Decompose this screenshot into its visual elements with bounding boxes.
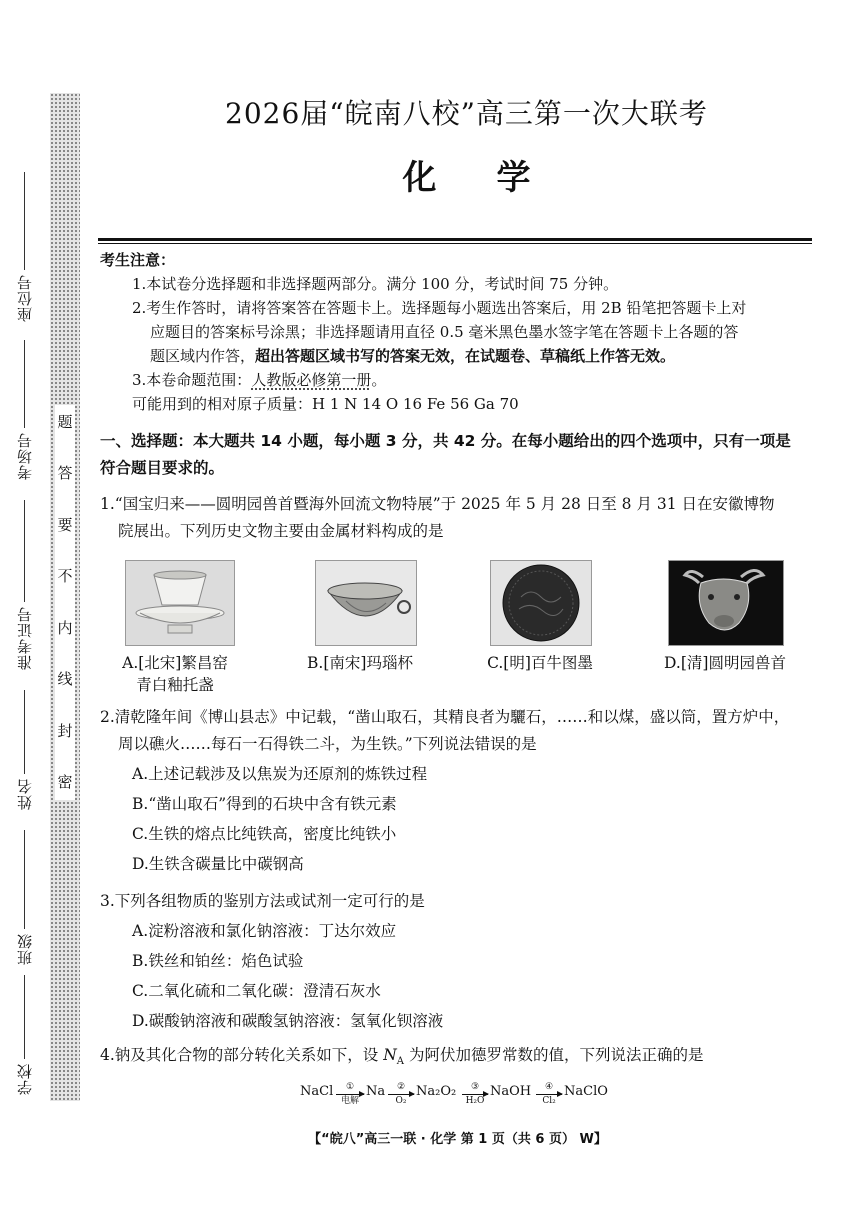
school-label: 学校 xyxy=(15,1063,34,1095)
question-4-stem xyxy=(100,1042,815,1075)
option-d-line1: D.[清]圆明园兽首 xyxy=(664,654,786,672)
option-d-caption xyxy=(645,652,805,674)
notice-char: 不 xyxy=(57,567,73,586)
notes-text: 3.本卷命题范围： xyxy=(132,371,252,389)
arrow-3-bar xyxy=(462,1094,488,1095)
question-3-option-b[interactable]: B.铁丝和铂丝：焰色试验 xyxy=(132,952,304,970)
notes-item-2: 2.考生作答时，请将答案答在答题卡上。选择题每小题选出答案后，用 2B 铅笔把答题卡上对 xyxy=(132,299,747,317)
option-a-line1: A.[北宋]繁昌窑 xyxy=(122,654,228,672)
school-line xyxy=(24,975,25,1059)
arrow-2 xyxy=(388,1082,414,1107)
species-na: Na xyxy=(366,1084,386,1099)
arrow-1 xyxy=(336,1082,364,1107)
notes-text: 。 xyxy=(371,371,387,389)
notice-char: 线 xyxy=(57,670,73,689)
school-field[interactable] xyxy=(13,975,35,1095)
option-c-line1: C.[明]百牛图墨 xyxy=(487,654,593,672)
option-b-line1: B.[南宋]玛瑙杯 xyxy=(307,654,413,672)
question-3-option-c[interactable]: C.二氧化硫和二氧化碳：澄清石灰水 xyxy=(132,982,381,1000)
question-1 xyxy=(100,491,815,545)
seat-number-label: 座位号 xyxy=(15,274,34,322)
notes-text: 题区域内作答， xyxy=(150,347,256,365)
arrow-1-label: ① xyxy=(345,1082,355,1092)
header-rule-thick xyxy=(98,238,812,241)
question-4-text: 4.钠及其化合物的部分转化关系如下，设 xyxy=(100,1046,384,1064)
question-2-option-b[interactable]: B.“凿山取石”得到的石块中含有铁元素 xyxy=(132,795,397,813)
celadon-cup-image xyxy=(125,560,235,646)
species-naclo: NaClO xyxy=(564,1084,608,1099)
option-b[interactable] xyxy=(295,560,435,674)
option-b-caption xyxy=(285,652,435,674)
sodium-conversion-chain xyxy=(300,1080,620,1114)
celadon-cup-icon xyxy=(126,561,234,645)
binding-notice xyxy=(55,405,75,800)
name-line xyxy=(24,690,25,774)
admission-number-line xyxy=(24,500,25,602)
notice-char: 题 xyxy=(57,413,73,431)
class-label: 班级 xyxy=(15,933,34,965)
species-nacl: NaCl xyxy=(300,1084,334,1099)
arrow-4 xyxy=(536,1082,562,1107)
question-2-option-c[interactable]: C.生铁的熔点比纯铁高，密度比纯铁小 xyxy=(132,825,397,843)
atomic-mass-line: 可能用到的相对原子质量：H 1 N 14 O 16 Fe 56 Ga 70 xyxy=(132,395,519,413)
arrow-4-label: ④ xyxy=(544,1082,554,1092)
bronze-ox-head-icon xyxy=(669,561,783,645)
notes-item-2-cont2 xyxy=(100,344,815,368)
notes-emphasis: 超出答题区域书写的答案无效，在试题卷、草稿纸上作答无效。 xyxy=(255,347,676,365)
option-a-line2: 青白釉托盏 xyxy=(136,676,214,694)
notes-item-2-cont: 应题目的答案标号涂黑；非选择题请用直径 0.5 毫米黑色墨水签字笔在答题卡上各题的答 xyxy=(150,323,739,341)
option-a-caption xyxy=(105,652,245,696)
notice-char: 密 xyxy=(57,772,73,791)
class-field[interactable] xyxy=(13,830,35,965)
question-3-option-d[interactable]: D.碳酸钠溶液和碳酸氢钠溶液：氢氧化钡溶液 xyxy=(132,1012,444,1030)
question-2 xyxy=(100,704,815,878)
arrow-3 xyxy=(462,1082,488,1107)
exam-room-line xyxy=(24,340,25,428)
notice-char: 封 xyxy=(57,721,73,740)
notes-item-3 xyxy=(100,368,815,392)
question-2-option-a[interactable]: A.上述记载涉及以焦炭为还原剂的炼铁过程 xyxy=(132,765,428,783)
option-c-caption xyxy=(470,652,610,674)
exam-room-field[interactable] xyxy=(13,340,35,480)
agate-cup-image xyxy=(315,560,417,646)
arrow-3-label: ③ xyxy=(470,1082,480,1092)
avogadro-subscript: A xyxy=(396,1056,405,1068)
admission-number-label: 准考证号 xyxy=(15,606,34,670)
arrow-1-bar xyxy=(336,1094,364,1095)
notice-char: 要 xyxy=(57,515,73,534)
exam-room-label: 考场号 xyxy=(15,432,34,480)
question-4 xyxy=(100,1042,815,1075)
question-4-text: 为阿伏加德罗常数的值，下列说法正确的是 xyxy=(404,1046,704,1064)
seat-number-field[interactable] xyxy=(13,172,35,322)
question-3-option-a[interactable]: A.淀粉溶液和氯化钠溶液：丁达尔效应 xyxy=(132,922,397,940)
bronze-zodiac-head-image xyxy=(668,560,784,646)
arrow-2-condition: O₂ xyxy=(395,1096,407,1106)
question-2-option-d[interactable]: D.生铁含碳量比中碳钢高 xyxy=(132,855,304,873)
question-2-stem: 2.清乾隆年间《博山县志》中记载，“凿山取石，其精良者为驪石，……和以煤，盛以筒，置方炉中， xyxy=(100,708,790,726)
species-na2o2: Na₂O₂ xyxy=(416,1084,457,1099)
species-naoh: NaOH xyxy=(490,1084,532,1099)
notes-item-1: 1.本试卷分选择题和非选择题两部分。满分 100 分，考试时间 75 分钟。 xyxy=(132,275,619,293)
name-field[interactable] xyxy=(13,690,35,810)
question-1-stem-cont: 院展出。下列历史文物主要由金属材料构成的是 xyxy=(118,522,444,540)
page-footer: 【“皖八”高三一联 · 化学 第 1 页（共 6 页） W】 xyxy=(308,1132,607,1147)
section-1-heading-line: 符合题目要求的。 xyxy=(100,459,225,477)
question-1-options xyxy=(100,560,820,700)
avogadro-symbol: N xyxy=(383,1046,397,1064)
arrow-4-condition: Cl₂ xyxy=(542,1096,556,1106)
option-c[interactable] xyxy=(470,560,610,674)
option-d[interactable] xyxy=(645,560,805,674)
notes-heading: 考生注意： xyxy=(100,251,176,269)
notice-char: 答 xyxy=(57,464,73,483)
class-line xyxy=(24,830,25,929)
ink-cake-image xyxy=(490,560,592,646)
notice-char: 内 xyxy=(57,618,73,637)
ink-cake-icon xyxy=(491,561,591,645)
arrow-2-label: ② xyxy=(396,1082,406,1092)
question-3-stem: 3.下列各组物质的鉴别方法或试剂一定可行的是 xyxy=(100,892,425,910)
admission-number-field[interactable] xyxy=(13,500,35,670)
section-1-heading-line: 一、选择题：本大题共 14 小题，每小题 3 分，共 42 分。在每小题给出的四个选项中，只有一项是 xyxy=(100,432,791,450)
name-label: 姓名 xyxy=(15,778,34,810)
seat-number-line xyxy=(24,172,25,270)
arrow-4-bar xyxy=(536,1094,562,1095)
option-a[interactable] xyxy=(105,560,245,696)
arrow-3-condition: H₂O xyxy=(465,1096,485,1106)
question-1-stem: 1.“国宝归来——圆明园兽首暨海外回流文物特展”于 2025 年 5 月 28 日至 8 月 31 日在安徽博物 xyxy=(100,495,775,513)
notes-scope: 人教版必修第一册 xyxy=(251,371,372,389)
arrow-2-bar xyxy=(388,1094,414,1095)
question-2-stem-cont: 周以礁火……每石一石得铁二斗，为生铁。”下列说法错误的是 xyxy=(118,735,537,753)
exam-notes xyxy=(100,248,815,416)
arrow-1-condition: 电解 xyxy=(340,1096,359,1106)
agate-cup-icon xyxy=(316,561,416,645)
exam-title: 2026届“皖南八校”高三第一次大联考 xyxy=(225,97,708,130)
header-rule-thin xyxy=(98,243,812,244)
section-1-heading xyxy=(100,428,815,482)
question-3 xyxy=(100,888,815,1035)
exam-subject: 化学 xyxy=(402,158,591,198)
